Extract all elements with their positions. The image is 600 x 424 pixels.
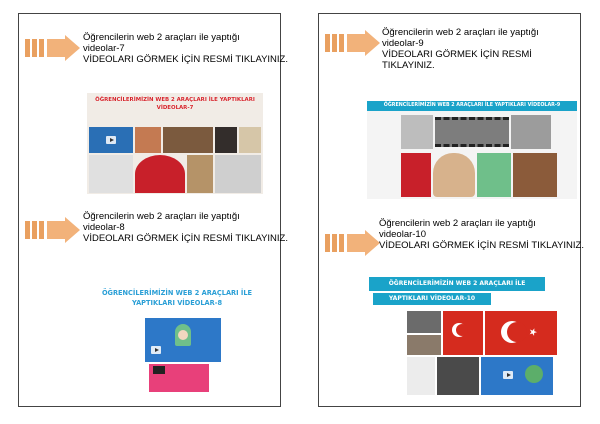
video-tile (149, 364, 209, 392)
click-instruction: VİDEOLARI GÖRMEK İÇİN RESMİ TIKLAYINIZ. (379, 240, 584, 251)
play-icon (503, 371, 513, 379)
video-tile (477, 153, 511, 197)
video-tile (215, 155, 261, 193)
video-tile (407, 335, 441, 355)
video-tile (435, 117, 509, 147)
banner-line-2: YAPTIKLARI VİDEOLAR-8 (131, 299, 223, 307)
entry-caption (379, 218, 584, 251)
video-tile (511, 115, 551, 149)
video-tile (407, 311, 441, 333)
video-tile (513, 153, 557, 197)
banner-line-1: ÖĞRENCİLERİMİZİN WEB 2 ARAÇLARI İLE (101, 289, 253, 297)
entry-caption (83, 32, 288, 65)
entry-caption (382, 27, 539, 71)
video-tile (89, 155, 133, 193)
video-tile (437, 357, 479, 395)
caption-line-2: videolar-8 (83, 222, 125, 233)
video-thumbnail-9-link[interactable] (367, 101, 577, 199)
document-page-left (18, 13, 288, 407)
caption-line-1: Öğrencilerin web 2 araçları ile yaptığı (382, 27, 539, 38)
video-thumbnail-8-link[interactable] (77, 288, 277, 394)
thumbnail-banner: ÖĞRENCİLERİMİZİN WEB 2 ARAÇLARI İLE (369, 277, 545, 291)
video-tile (145, 318, 221, 362)
video-entry-8 (19, 204, 288, 404)
arrow-right-icon (323, 30, 381, 56)
thumbnail-banner (87, 96, 263, 112)
video-tile (485, 311, 557, 355)
video-tile (163, 127, 213, 153)
video-tile (407, 357, 435, 395)
caption-line-2: videolar-9 (382, 38, 424, 49)
caption-line-1: Öğrencilerin web 2 araçları ile yaptığı (379, 218, 536, 229)
click-instruction: VİDEOLARI GÖRMEK İÇİN RESMİ (382, 49, 532, 60)
video-thumbnail-7-link[interactable] (87, 93, 263, 194)
video-tile (481, 357, 553, 395)
banner-line-2: VİDEOLAR-7 (156, 105, 194, 111)
video-entry-7 (19, 14, 288, 204)
video-tile (401, 115, 433, 149)
arrow-right-icon (323, 230, 381, 256)
thumbnail-banner: ÖĞRENCİLERİMİZİN WEB 2 ARAÇLARI İLE YAPTIKLARI VİDEOLAR-9 (367, 101, 577, 111)
caption-line-1: Öğrencilerin web 2 araçları ile yaptığı (83, 32, 240, 43)
thumbnail-banner-2: YAPTIKLARI VİDEOLAR-10 (373, 293, 491, 305)
video-entry-9 (319, 14, 582, 214)
video-tile (187, 155, 213, 193)
video-tile (89, 127, 133, 153)
arrow-right-icon (23, 217, 81, 243)
video-tile (215, 127, 237, 153)
video-tile (433, 153, 475, 197)
play-icon (106, 136, 116, 144)
video-tile (443, 311, 483, 355)
arrow-right-icon (23, 35, 81, 61)
video-tile (401, 153, 431, 197)
click-instruction: VİDEOLARI GÖRMEK İÇİN RESMİ TIKLAYINIZ. (83, 233, 288, 244)
banner-line-1: ÖĞRENCİLERİMİZİN WEB 2 ARAÇLARI İLE YAPTIKLARI (95, 97, 255, 103)
entry-caption (83, 211, 288, 244)
caption-line-2: videolar-7 (83, 43, 125, 54)
caption-line-1: Öğrencilerin web 2 araçları ile yaptığı (83, 211, 240, 222)
video-thumbnail-10-link[interactable] (369, 277, 559, 397)
click-instruction: VİDEOLARI GÖRMEK İÇİN RESMİ TIKLAYINIZ. (83, 54, 288, 65)
click-instruction-cont: TIKLAYINIZ. (382, 60, 435, 71)
document-page-right (318, 13, 584, 407)
caption-line-2: videolar-10 (379, 229, 426, 240)
video-tile (239, 127, 261, 153)
video-tile (135, 127, 161, 153)
play-icon (151, 346, 161, 354)
video-tile (135, 155, 185, 193)
video-entry-10 (319, 214, 582, 404)
thumbnail-banner (77, 288, 277, 308)
